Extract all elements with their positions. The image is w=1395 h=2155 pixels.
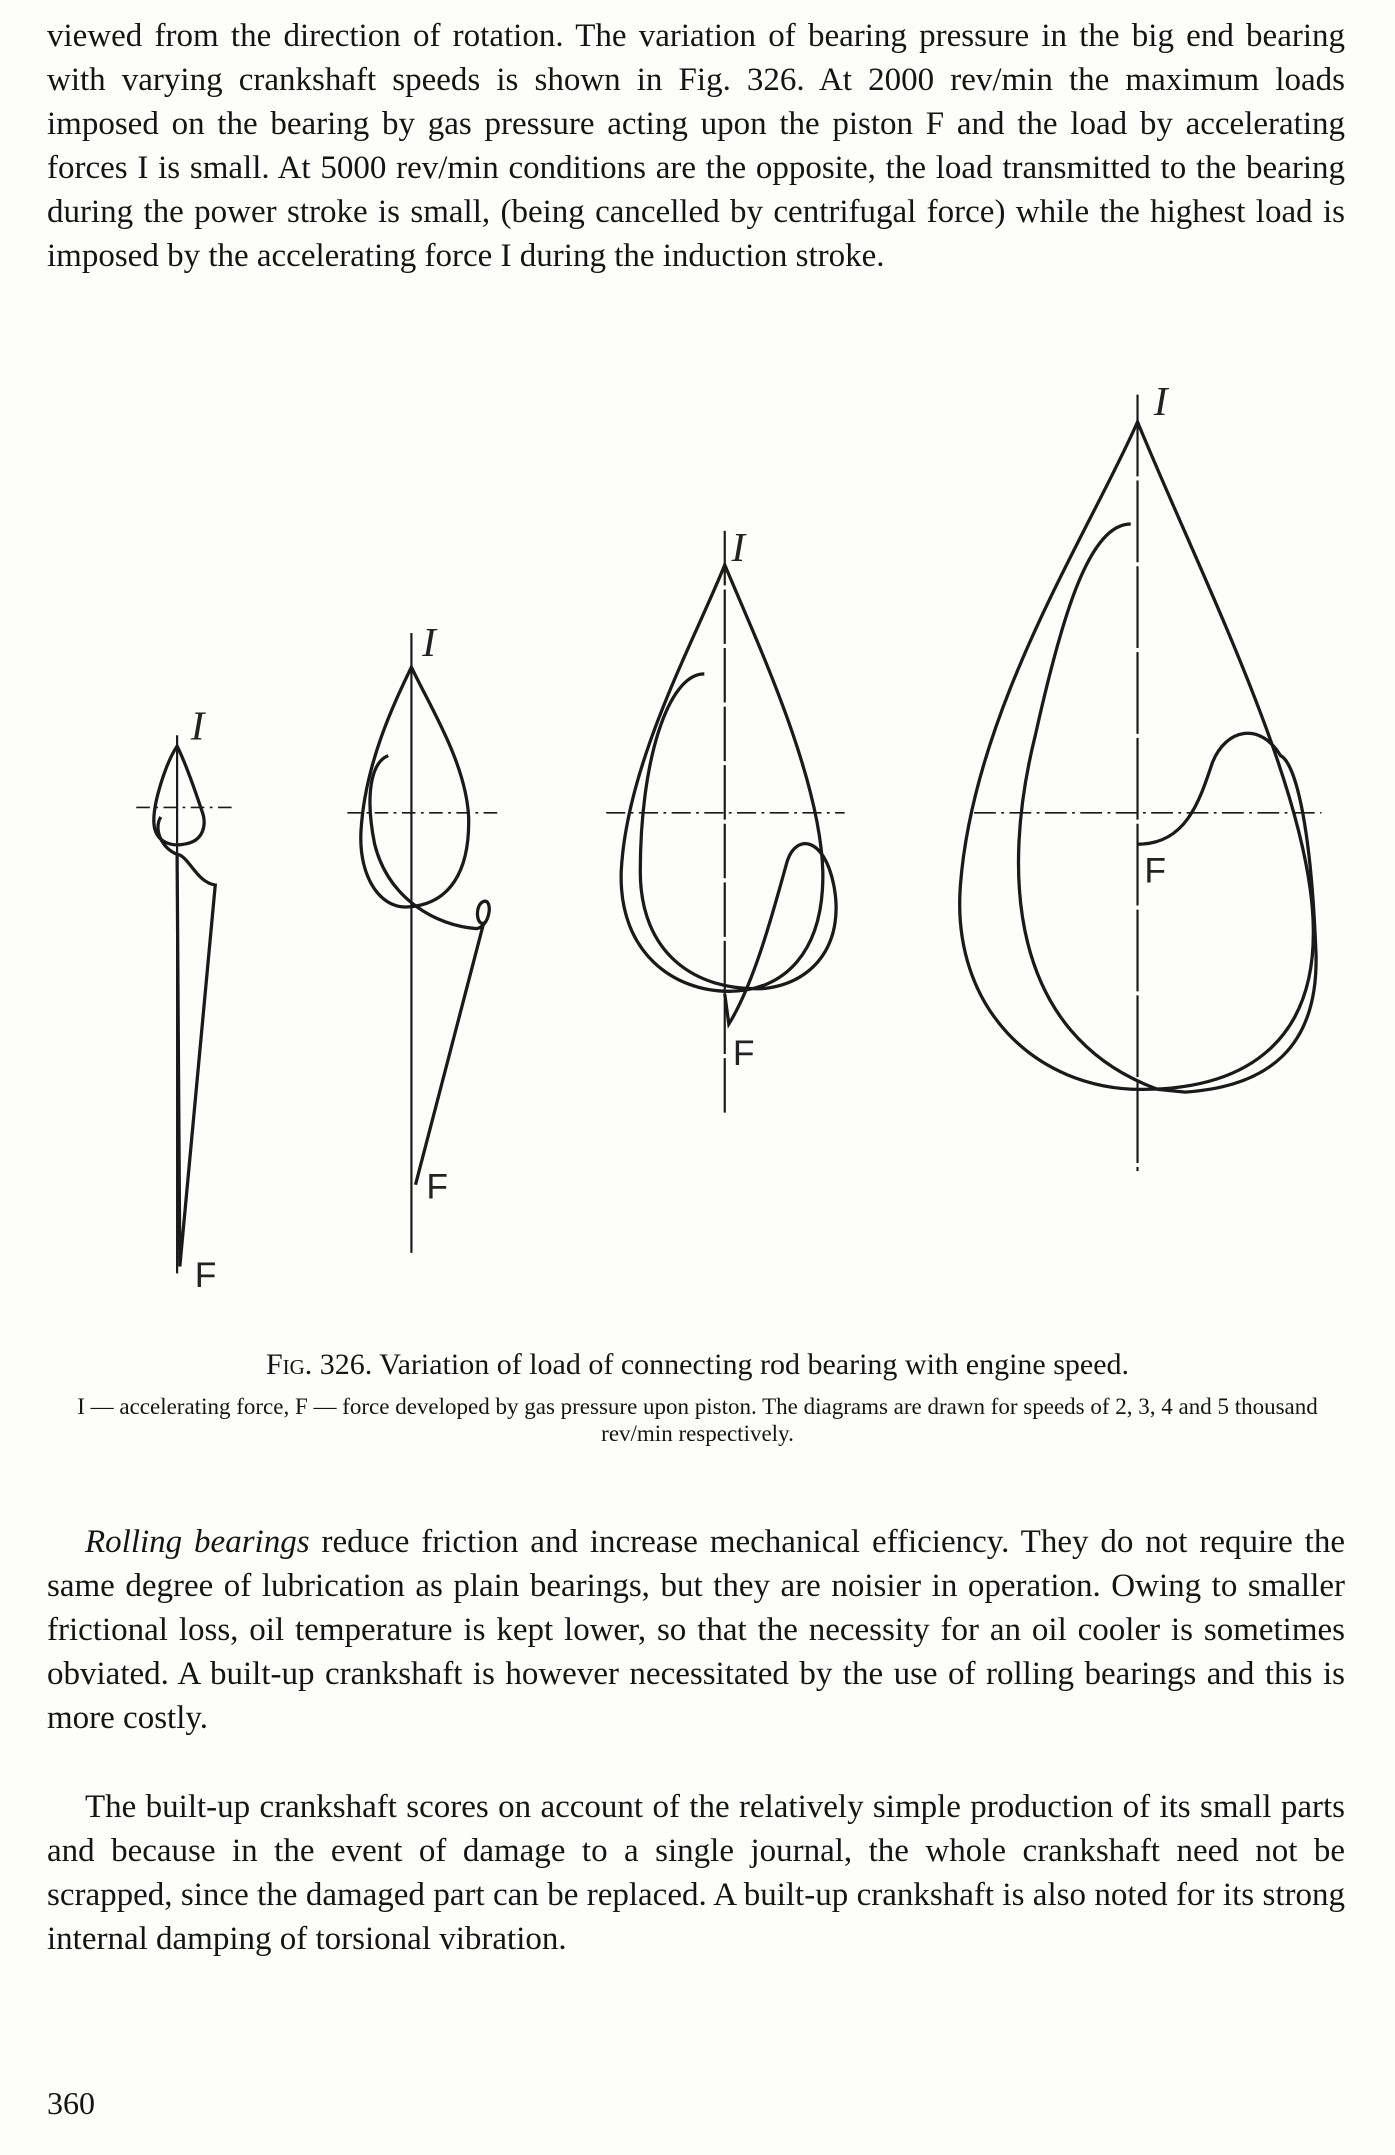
figure-number: Fig. 326. [265,1348,373,1381]
label-F: F [1144,850,1166,891]
diagram-5000-rpm [960,395,1322,1172]
paragraph-body: reduce friction and increase mechanical efficiency. They do not require the same degree of lubrication as plain bearings, but they are noisier in operation. Owing to smaller frictional loss, oil temperature is kept lower, so that the necessity for an oil cooler is sometimes obviated. A built-up crankshaft is however necessitated by the use of rolling bearings and this is more costly. [47,1524,1345,1736]
paragraph-built-up-crankshaft [47,1785,1345,1961]
page-number: 360 [47,2085,95,2121]
label-I: I [1153,381,1168,425]
paragraph-rolling-bearings [47,1520,1345,1740]
paragraph-text: viewed from the direction of rotation. The variation of bearing pressure in the big end bearing with varying crankshaft speeds is shown in Fig. 326. At 2000 rev/min the maximum loads imposed on the bearing by gas pressure acting upon the piston F and the load by accelerating forces I is small. At 5000 rev/min conditions are the opposite, the load transmitted to the bearing during the power stroke is small, (being cancelled by centrifugal force) while the highest load is imposed by the accelerating force I during the induction stroke. [47,18,1345,274]
top-paragraph [47,14,1345,278]
italic-term: Rolling bearings [85,1524,310,1560]
paragraph-text [47,1520,1345,1740]
label-F: F [194,1254,217,1295]
figure-caption-detail: I — accelerating force, F — force developed by gas pressure upon piston. The diagrams are drawn for speeds of 2, 3, 4 and 5 thousand rev/min respectively. [77,1394,1318,1446]
paragraph-text: The built-up crankshaft scores on account of the relatively simple production of its small parts and because in the event of damage to a single journal, the whole crankshaft need not be scrapped, since the damaged part can be replaced. A built-up crankshaft is also noted for its strong internal damping of torsional vibration. [47,1789,1345,1957]
label-I: I [422,620,436,666]
figure-326-diagrams [0,381,1395,1321]
label-F: F [732,1032,755,1073]
diagram-4000-rpm [606,531,844,1117]
figure-caption [40,1348,1355,1382]
label-I: I [731,524,746,570]
diagram-2000-rpm [136,735,231,1273]
label-F: F [426,1166,449,1207]
figure-title: Variation of load of connecting rod bearing with engine speed. [379,1348,1130,1381]
diagram-3000-rpm [347,633,497,1253]
label-I: I [190,703,205,749]
